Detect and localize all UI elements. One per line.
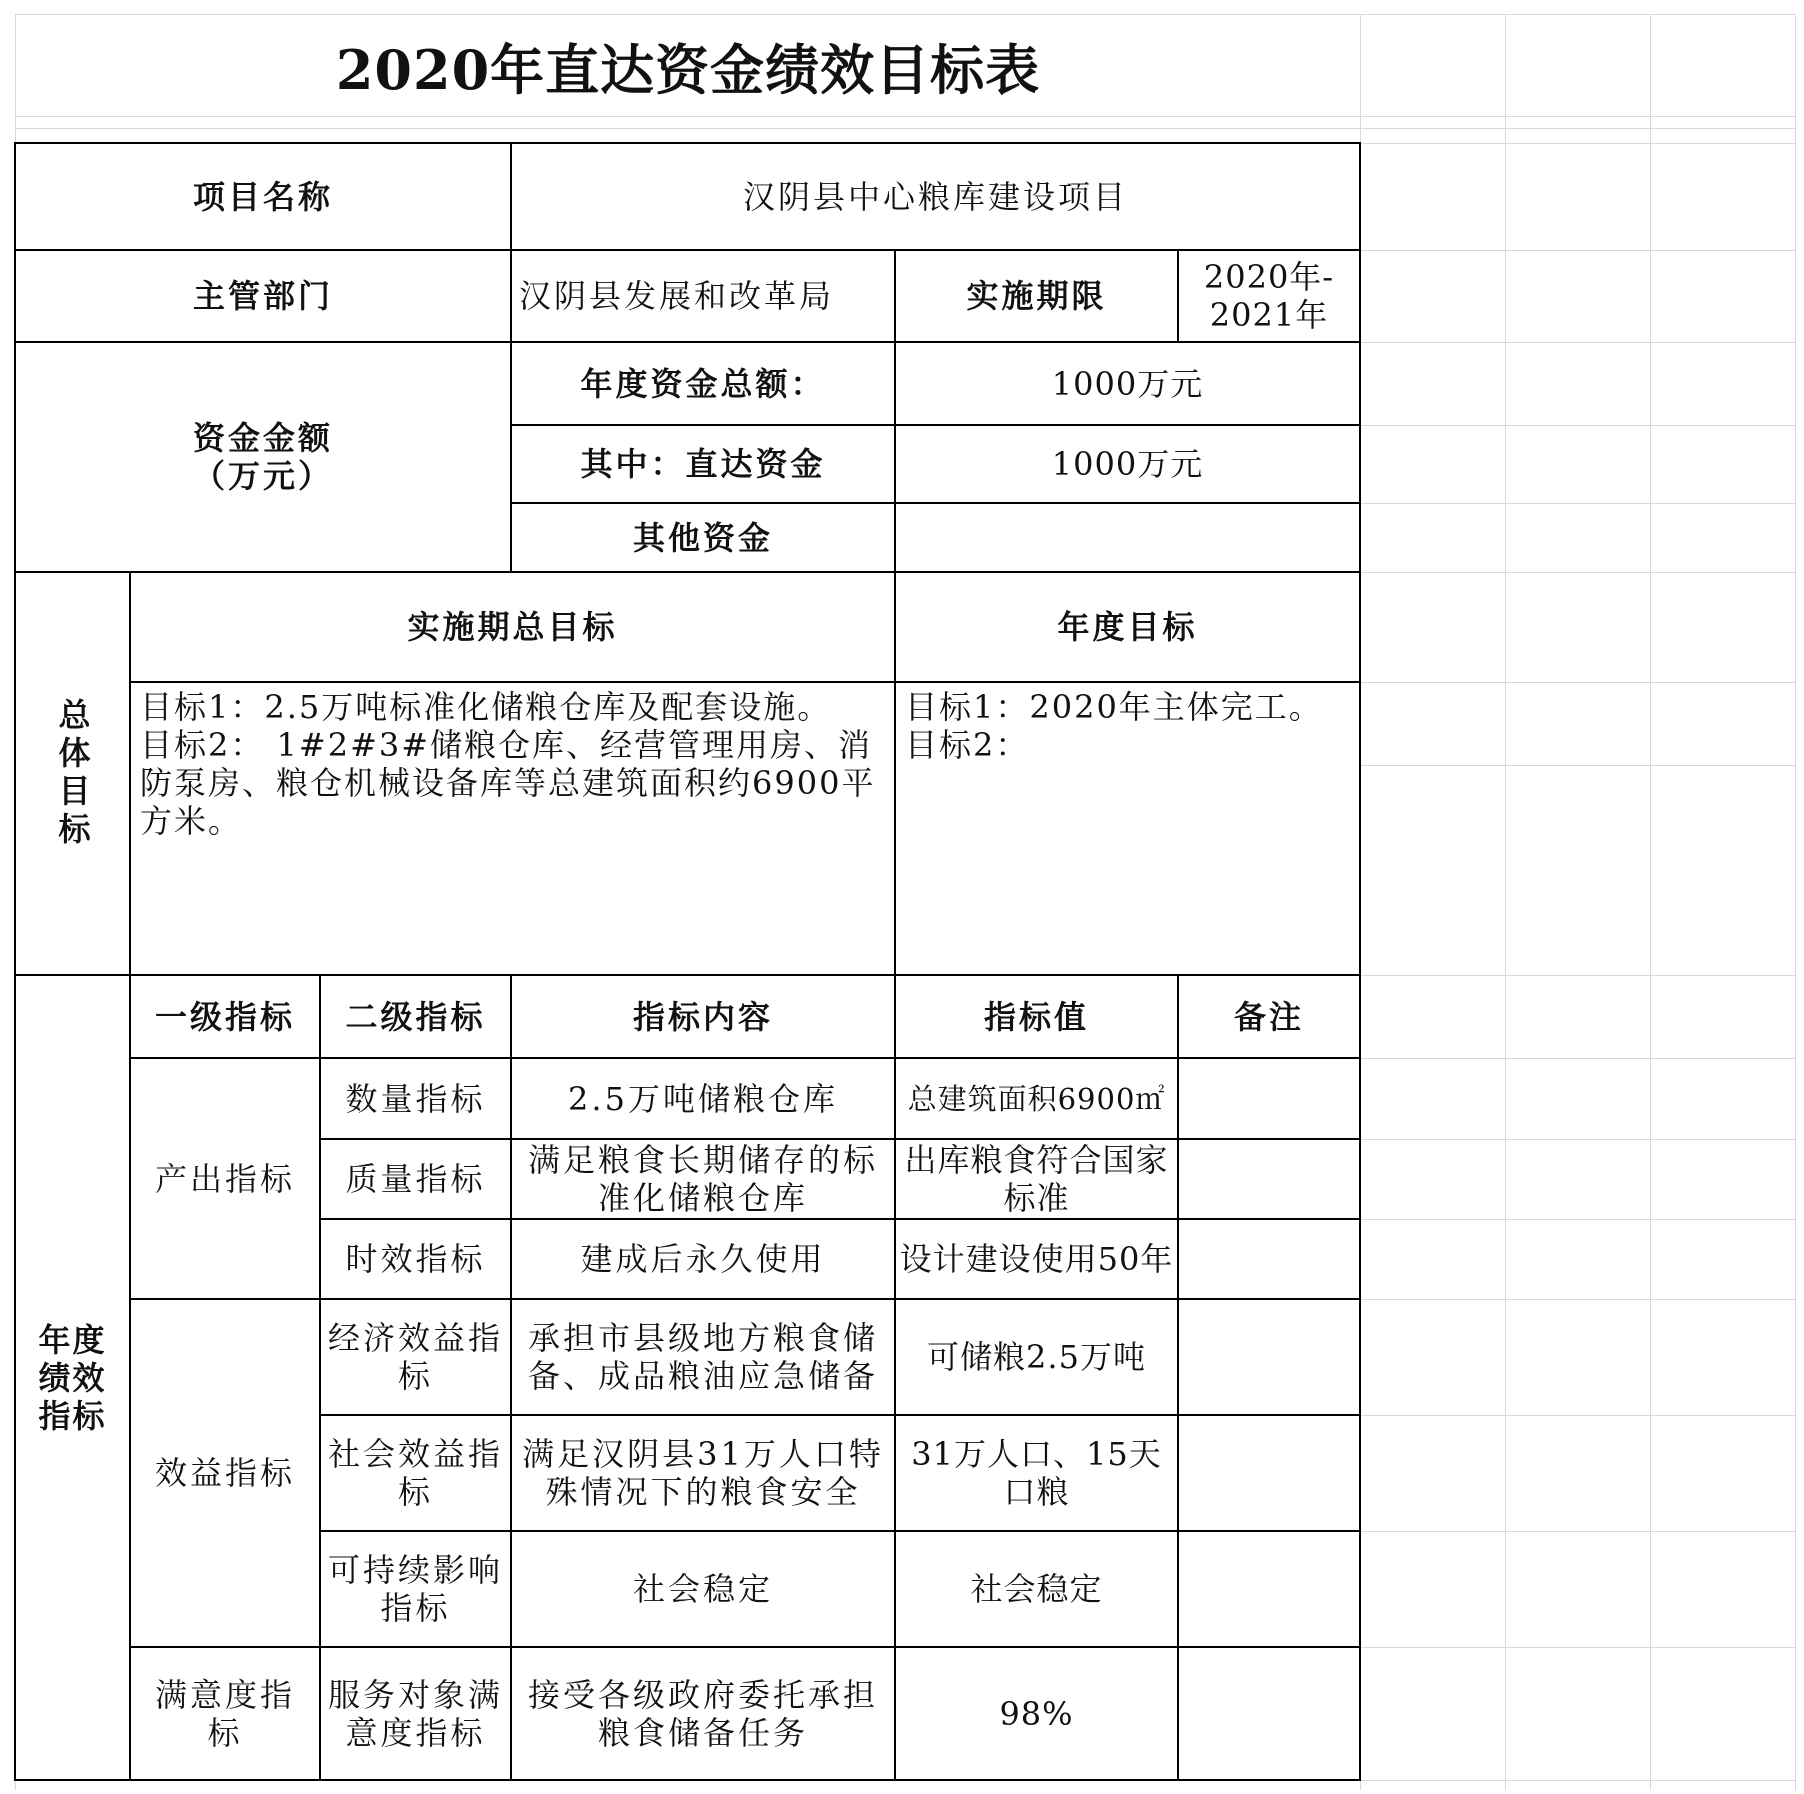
period-value: 2020年- 2021年 [1203, 258, 1335, 334]
direct-funds-label: 其中：直达资金 [580, 445, 826, 483]
grid-line [1360, 682, 1795, 683]
other-funds-label: 其他资金 [632, 518, 773, 557]
grid-line [1360, 572, 1795, 573]
grid-line [1360, 342, 1795, 343]
project-name-value: 汉阴县中心粮库建设项目 [742, 177, 1128, 216]
grid-line [1360, 143, 1795, 144]
level1-benefit: 效益指标 [154, 1454, 295, 1492]
border-line [15, 974, 1361, 976]
header-level2: 二级指标 [345, 997, 486, 1036]
indicator-note [1178, 1415, 1360, 1531]
overall-goals-label: 总体目标 [53, 697, 92, 850]
border-line [14, 142, 16, 1781]
annual-funds-value: 1000万元 [1051, 364, 1204, 403]
grid-line [15, 14, 1795, 15]
border-line [510, 424, 1361, 426]
grid-line [1360, 1219, 1795, 1220]
level2-indicator: 质量指标 [345, 1160, 486, 1198]
annual-goal-header: 年度目标 [1057, 608, 1198, 646]
border-line [894, 249, 896, 573]
grid-line [1360, 250, 1795, 251]
indicator-note [1178, 1058, 1360, 1139]
level2-indicator: 社会效益指标 [327, 1435, 503, 1511]
border-line [15, 142, 1361, 144]
grid-line [1360, 1531, 1795, 1532]
level2-indicator: 数量指标 [345, 1079, 486, 1118]
grid-line [1360, 1647, 1795, 1648]
border-line [319, 1414, 1361, 1416]
border-line [894, 571, 896, 1781]
page-title: 2020年直达资金绩效目标表 [335, 37, 1041, 102]
grid-line [1795, 14, 1796, 1790]
indicator-value: 社会稳定 [970, 1570, 1103, 1608]
border-line [129, 571, 131, 1781]
border-line [129, 681, 1361, 683]
header-level1: 一级指标 [154, 997, 295, 1036]
indicator-value: 98% [999, 1694, 1074, 1733]
grid-line [1360, 765, 1795, 766]
level2-indicator: 服务对象满意度指标 [327, 1675, 503, 1752]
indicator-value: 总建筑面积6900㎡ [907, 1081, 1166, 1116]
period-goal-header: 实施期总目标 [407, 608, 618, 646]
indicator-content: 接受各级政府委托承担粮食储备任务 [527, 1675, 878, 1752]
border-line [319, 1218, 1361, 1220]
border-line [1359, 142, 1361, 1781]
border-line [15, 341, 1361, 343]
department-value: 汉阴县发展和改革局 [519, 277, 835, 315]
other-funds-value [895, 503, 1360, 572]
indicator-value: 出库粮食符合国家标准 [904, 1141, 1169, 1217]
department-label: 主管部门 [192, 277, 333, 315]
indicator-value: 可储粮2.5万吨 [927, 1338, 1146, 1376]
grid-line [1360, 503, 1795, 504]
indicator-note [1178, 1531, 1360, 1647]
header-content: 指标内容 [632, 997, 773, 1036]
indicator-note [1178, 1139, 1360, 1219]
indicator-content: 承担市县级地方粮食储备、成品粮油应急储备 [527, 1319, 878, 1395]
annual-goal-text: 目标1：2020年主体完工。 目标2： [905, 688, 1323, 764]
funds-label: 资金金额 （万元） [192, 419, 333, 495]
grid-line [1360, 425, 1795, 426]
grid-line [1360, 975, 1795, 976]
period-label: 实施期限 [966, 277, 1107, 315]
indicator-content: 2.5万吨储粮仓库 [568, 1079, 838, 1118]
grid-line [1360, 1058, 1795, 1059]
indicator-content: 建成后永久使用 [580, 1240, 826, 1278]
period-goal-text: 目标1：2.5万吨标准化储粮仓库及配套设施。 目标2： 1#2#3#储粮仓库、经营管理用房、消防泵房、粮仓机械设备库等总建筑面积约6900平方米。 [140, 688, 876, 840]
border-line [15, 249, 1361, 251]
indicator-value: 31万人口、15天口粮 [911, 1435, 1162, 1511]
header-value: 指标值 [983, 997, 1089, 1036]
border-line [15, 1779, 1361, 1781]
indicator-content: 满足粮食长期储存的标准化储粮仓库 [527, 1141, 878, 1217]
level2-indicator: 经济效益指标 [327, 1319, 503, 1395]
border-line [510, 502, 1361, 504]
grid-line [1360, 1139, 1795, 1140]
border-line [1177, 249, 1179, 343]
level1-satisfaction: 满意度指标 [154, 1675, 295, 1752]
indicator-value: 设计建设使用50年 [899, 1240, 1174, 1278]
grid-line [15, 116, 1795, 117]
grid-line [1360, 1299, 1795, 1300]
indicator-content: 满足汉阴县31万人口特殊情况下的粮食安全 [522, 1435, 884, 1511]
grid-line [15, 128, 1795, 129]
indicator-note [1178, 1647, 1360, 1780]
indicator-note [1178, 1219, 1360, 1299]
grid-line [1505, 14, 1506, 1790]
indicator-content: 社会稳定 [632, 1570, 773, 1608]
grid-line [1650, 14, 1651, 1790]
border-line [319, 1530, 1361, 1532]
border-line [319, 1138, 1361, 1140]
annual-indicators-label: 年度绩效指标 [38, 1320, 107, 1435]
border-line [319, 974, 321, 1781]
level2-indicator: 时效指标 [345, 1240, 486, 1278]
direct-funds-value: 1000万元 [1051, 445, 1204, 483]
border-line [510, 142, 512, 573]
grid-line [1360, 1415, 1795, 1416]
border-line [510, 974, 512, 1781]
project-name-label: 项目名称 [192, 177, 333, 216]
header-note: 备注 [1233, 997, 1304, 1036]
indicator-note [1178, 1299, 1360, 1415]
border-line [1177, 974, 1179, 1781]
level1-output: 产出指标 [154, 1159, 295, 1198]
level2-indicator: 可持续影响指标 [327, 1551, 503, 1627]
grid-line [1360, 1780, 1795, 1781]
annual-funds-label: 年度资金总额： [580, 364, 826, 403]
border-line [15, 571, 1361, 573]
